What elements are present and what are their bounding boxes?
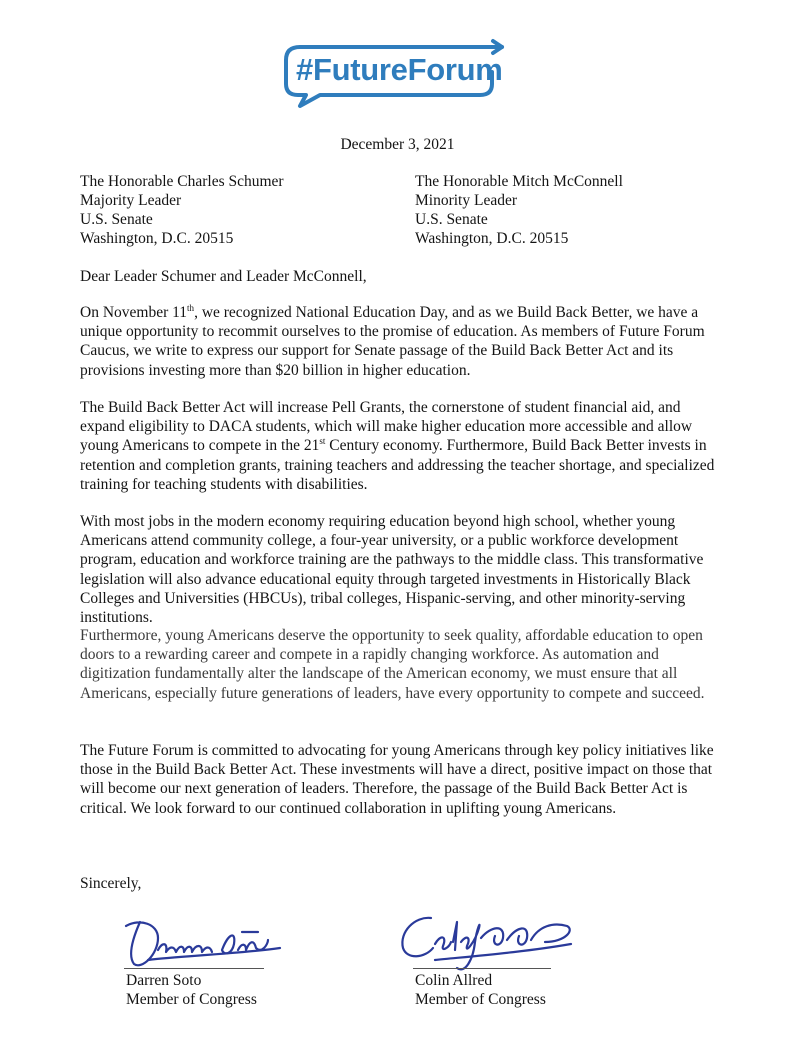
recipient-name: The Honorable Charles Schumer bbox=[80, 173, 284, 190]
paragraph-4: Furthermore, young Americans deserve the opportunity to seek quality, affordable education to open doors to a rewarding career and compete in a rapidly changing workforce. As automation and digitization fundamentally alter the landscape of the American economy, we must ensure that all Americans, especially future generations of leaders, have every opportunity to compete and succeed. bbox=[80, 627, 705, 702]
recipient-address-left bbox=[80, 172, 284, 248]
signatory-title: Member of Congress bbox=[126, 991, 257, 1008]
paragraph-text: On November 11 bbox=[80, 304, 188, 321]
recipient-city: Washington, D.C. 20515 bbox=[415, 230, 569, 247]
signatory-name: Colin Allred bbox=[415, 972, 493, 989]
signature-line bbox=[413, 968, 551, 969]
letter-date: December 3, 2021 bbox=[340, 136, 455, 153]
superscript: th bbox=[187, 303, 195, 313]
signature-darren-soto bbox=[118, 910, 288, 970]
signatory-left bbox=[126, 971, 257, 1009]
closing: Sincerely, bbox=[80, 875, 142, 892]
signatory-title: Member of Congress bbox=[415, 991, 546, 1008]
recipient-name: The Honorable Mitch McConnell bbox=[415, 173, 623, 190]
paragraph-3: With most jobs in the modern economy requiring education beyond high school, whether young Americans attend community college, a four-year university, or a public workforce development program, education and workforce training are the pathways to the middle class. This transformative legislation will also advance educational equity through targeted investments in Historically Black Colleges and Universities (HBCUs), tribal colleges, Hispanic-serving, and other minority-serving institutions. bbox=[80, 513, 704, 627]
logo-text: #FutureForum bbox=[296, 52, 503, 87]
paragraph-text: Century economy. Furthermore, Build Back Better invests in retention and completion grants, training teachers and addressing the teacher shortage, and specialized training for teaching students with disabilities. bbox=[80, 437, 715, 493]
signature-line bbox=[124, 968, 264, 969]
recipient-city: Washington, D.C. 20515 bbox=[80, 230, 234, 247]
recipient-title: Majority Leader bbox=[80, 192, 182, 209]
future-forum-logo bbox=[280, 38, 520, 108]
paragraph-1 bbox=[80, 303, 720, 380]
superscript: st bbox=[319, 436, 326, 447]
paragraph-text: The Build Back Better Act will increase Pell Grants, the cornerstone of student financial aid, and expand eligibility to DACA students, which will make higher education more accessible and allow young Americans to compete in the 21 bbox=[80, 399, 693, 455]
paragraph-5: The Future Forum is committed to advocating for young Americans through key policy initiatives like those in the Build Back Better Act. These investments will have a direct, positive impact on those that will become our next generation of leaders. Therefore, the passage of the Build Back Better Act is critical. We look forward to our continued collaboration in uplifting young Americans. bbox=[80, 742, 714, 817]
paragraph-text: , we recognized National Education Day, and as we Build Back Better, we have a unique opportunity to recommit ourselves to the promise of education. As members of Future Forum Caucus, we write to express our support for Senate passage of the Build Back Better Act and its provisions investing more than $20 billion in higher education. bbox=[80, 304, 705, 379]
recipient-title: Minority Leader bbox=[415, 192, 518, 209]
salutation: Dear Leader Schumer and Leader McConnell, bbox=[80, 268, 367, 285]
signature-colin-allred bbox=[395, 898, 585, 978]
recipient-address-right bbox=[415, 172, 623, 248]
signatory-name: Darren Soto bbox=[126, 972, 202, 989]
paragraph-2 bbox=[80, 398, 720, 494]
recipient-office: U.S. Senate bbox=[80, 211, 153, 228]
signatory-right bbox=[415, 971, 546, 1009]
recipient-office: U.S. Senate bbox=[415, 211, 488, 228]
